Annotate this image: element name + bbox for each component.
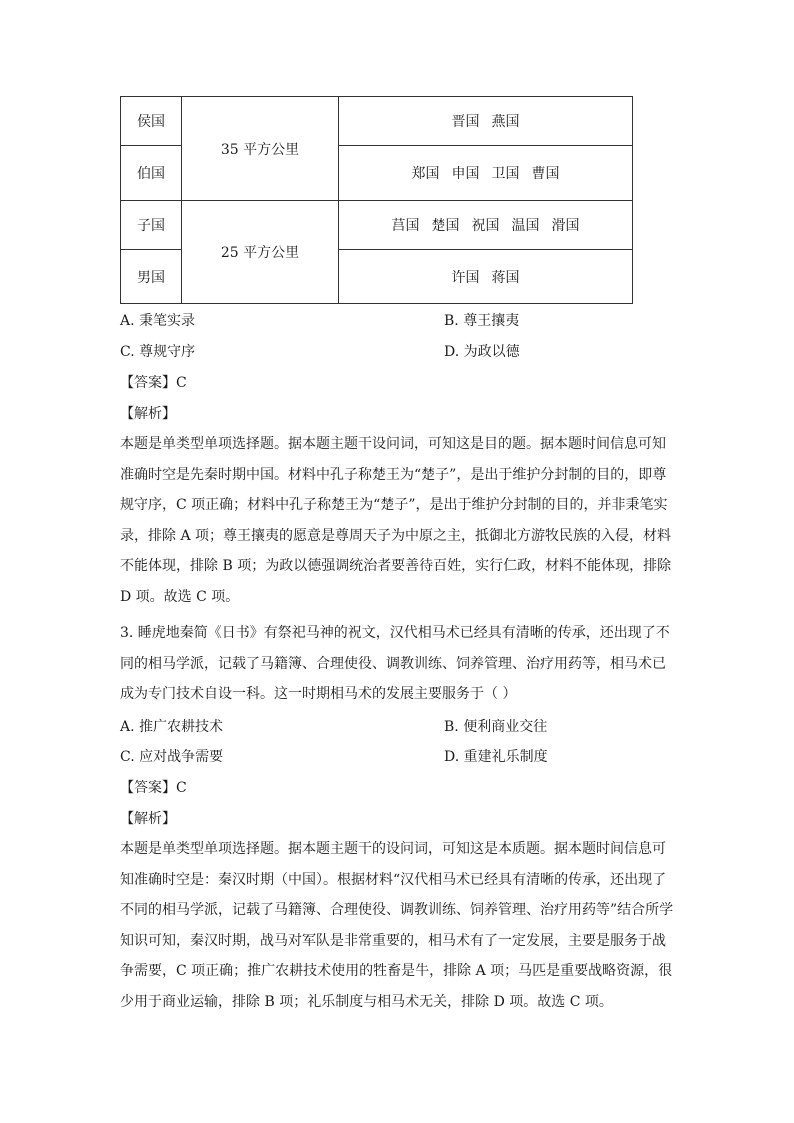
state-name: 晋国 (451, 114, 480, 130)
rank-cell: 侯国 (121, 97, 182, 146)
text-line: D 项。故选 C 项。 (120, 588, 240, 605)
q3-option-b: B. 便利商业交往 (444, 719, 548, 735)
table-row (121, 97, 633, 146)
q2-analysis-text (120, 429, 680, 612)
text-line: 不能体现，排除 B 项；为政以德强调统治者要善待百姓，实行仁政，材料不能体现，排除 (120, 558, 672, 574)
state-name: 燕国 (491, 114, 520, 130)
feudal-rank-table (120, 96, 633, 304)
q3-analysis-heading: 【解析】 (120, 811, 176, 827)
text-line: 本题是单类型单项选择题。据本题主题干设问词，可知这是目的题。据本题时间信息可知 (120, 436, 666, 452)
q3-option-d: D. 重建礼乐制度 (444, 749, 548, 765)
q2-option-b: B. 尊王攘夷 (444, 313, 520, 329)
state-name: 许国 (451, 269, 480, 286)
states-cell (339, 146, 633, 201)
text-line: 规守序，C 项正确；材料中孔子称楚王为“楚子”，是出于维护分封制的目的，并非秉笔实 (120, 497, 668, 513)
q2-option-c: C. 尊规守序 (120, 344, 196, 360)
state-name: 申国 (451, 166, 480, 182)
area-cell: 35 平方公里 (182, 97, 339, 201)
state-name: 曹国 (531, 166, 560, 182)
q3-answer: 【答案】C (120, 780, 187, 796)
rank-cell: 男国 (121, 250, 182, 304)
q3-analysis-text (120, 834, 680, 1017)
state-name: 蒋国 (491, 269, 520, 286)
q2-analysis-heading: 【解析】 (120, 406, 176, 422)
text-line: 争需要，C 项正确；推广农耕技术使用的牲畜是牛，排除 A 项；马匹是重要战略资源，很 (120, 963, 673, 979)
text-line: 不同的相马学派，记载了马籍簿、合理使役、调教训练、饲养管理、治疗用药等”结合所学 (120, 902, 674, 918)
states-cell (339, 97, 633, 146)
text-line: 3. 睡虎地秦简《日书》有祭祀马神的祝文，汉代相马术已经具有清晰的传承，还出现了不 (120, 625, 670, 641)
state-name: 郑国 (411, 166, 440, 182)
state-name: 莒国 (391, 218, 420, 234)
q2-answer: 【答案】C (120, 375, 187, 391)
q2-option-d: D. 为政以德 (444, 344, 520, 360)
state-name: 卫国 (491, 166, 520, 182)
text-line: 准确时空是先秦时期中国。材料中孔子称楚王为“楚子”，是出于维护分封制的目的，即尊 (120, 466, 667, 483)
q3-stem (120, 618, 680, 710)
rank-cell: 子国 (121, 201, 182, 250)
text-line: 知识可知，秦汉时期，战马对军队是非常重要的，相马术有了一定发展，主要是服务于战 (120, 932, 666, 949)
state-name: 温国 (511, 218, 540, 234)
rank-cell: 伯国 (121, 146, 182, 201)
state-name: 滑国 (551, 218, 580, 234)
states-cell (339, 250, 633, 304)
area-cell: 25 平方公里 (182, 201, 339, 304)
table-row (121, 201, 633, 250)
state-name: 祝国 (471, 218, 500, 234)
text-line: 同的相马学派，记载了马籍簿、合理使役、调教训练、饲养管理、治疗用药等，相马术已 (120, 655, 666, 672)
q2-option-a: A. 秉笔实录 (120, 313, 196, 329)
text-line: 录，排除 A 项；尊王攘夷的愿意是尊周天子为中原之主，抵御北方游牧民族的入侵，材料 (120, 527, 672, 544)
state-name: 楚国 (431, 218, 460, 234)
text-line: 本题是单类型单项选择题。据本题主题干的设问词，可知这是本质题。据本题时间信息可 (120, 841, 666, 857)
text-line: 成为专门技术自设一科。这一时期相马术的发展主要服务于（ ） (120, 686, 517, 702)
q3-option-c: C. 应对战争需要 (120, 749, 224, 765)
text-line: 少用于商业运输，排除 B 项；礼乐制度与相马术无关，排除 D 项。故选 C 项。 (120, 993, 613, 1010)
text-line: 知准确时空是：秦汉时期（中国）。根据材料“汉代相马术已经具有清晰的传承，还出现了 (120, 871, 667, 888)
q3-option-a: A. 推广农耕技术 (120, 719, 224, 735)
states-cell (339, 201, 633, 250)
